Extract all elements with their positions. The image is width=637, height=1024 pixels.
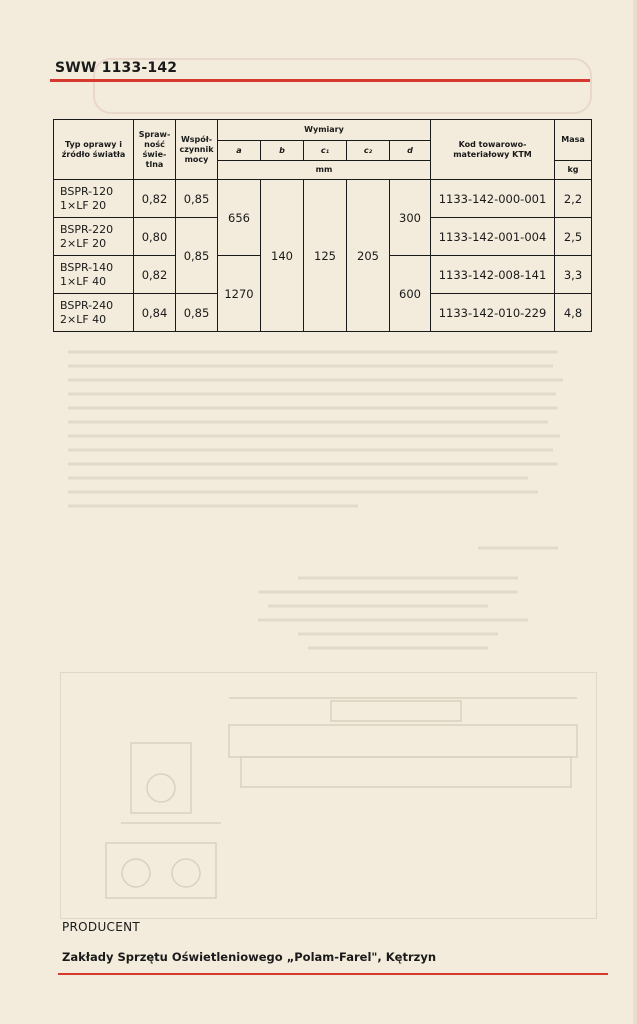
efficiency-cell: 0,82 [134, 180, 176, 218]
power-factor-cell: 0,85 [176, 180, 218, 218]
header-efficiency: Spraw-ność świe-tlna [134, 120, 176, 180]
header-dimensions: Wymiary [218, 120, 431, 141]
type-name: BSPR-120 [60, 184, 114, 198]
header-mass: Masa [555, 120, 592, 161]
bleed-through-text [58, 340, 578, 660]
table-row-type [54, 256, 134, 294]
dim-a-cell: 656 [218, 180, 261, 256]
dim-c1-cell: 125 [304, 180, 347, 332]
lamp-spec: 2×LF 20 [60, 236, 107, 250]
code-cell: 1133-142-001-004 [431, 218, 555, 256]
manufacturer-name: Zakłady Sprzętu Oświetleniowego „Polam-Farel", Kętrzyn [62, 950, 437, 964]
table-row-type [54, 294, 134, 332]
mass-cell: 4,8 [555, 294, 592, 332]
header-dim-a: a [218, 141, 261, 161]
dim-b-cell: 140 [261, 180, 304, 332]
type-name: BSPR-240 [60, 298, 114, 312]
efficiency-cell: 0,82 [134, 256, 176, 294]
mass-cell: 2,5 [555, 218, 592, 256]
header-dim-c1: c₁ [304, 141, 347, 161]
page-edge [633, 0, 637, 1024]
lamp-spec: 1×LF 20 [60, 198, 107, 212]
header-dim-d: d [390, 141, 431, 161]
table-row-type [54, 218, 134, 256]
efficiency-cell: 0,80 [134, 218, 176, 256]
mass-cell: 3,3 [555, 256, 592, 294]
lamp-spec: 1×LF 40 [60, 274, 107, 288]
dim-d-cell: 300 [390, 180, 431, 256]
header-type: Typ oprawy i źródło światła [54, 120, 134, 180]
table-row-type [54, 180, 134, 218]
power-factor-cell: 0,85 [176, 218, 218, 294]
code-cell: 1133-142-000-001 [431, 180, 555, 218]
lamp-spec: 2×LF 40 [60, 312, 107, 326]
type-name: BSPR-140 [60, 260, 114, 274]
mass-cell: 2,2 [555, 180, 592, 218]
header-dim-unit: mm [218, 161, 431, 180]
dim-c2-cell: 205 [347, 180, 390, 332]
header-mass-unit: kg [555, 161, 592, 180]
header-dim-c2: c₂ [347, 141, 390, 161]
code-cell: 1133-142-010-229 [431, 294, 555, 332]
efficiency-cell: 0,84 [134, 294, 176, 332]
producer-label: PRODUCENT [62, 920, 141, 934]
header-dim-b: b [261, 141, 304, 161]
power-factor-cell: 0,85 [176, 294, 218, 332]
dim-a-cell: 1270 [218, 256, 261, 332]
bleed-through-drawing [60, 672, 597, 919]
footer-rule [58, 973, 608, 975]
header-rule [50, 79, 590, 82]
document-id: SWW 1133-142 [55, 60, 178, 76]
dim-d-cell: 600 [390, 256, 431, 332]
specification-table [53, 119, 592, 332]
header-code: Kod towarowo-materiałowy KTM [431, 120, 555, 180]
header-power-factor: Współ-czynnik mocy [176, 120, 218, 180]
code-cell: 1133-142-008-141 [431, 256, 555, 294]
type-name: BSPR-220 [60, 222, 114, 236]
